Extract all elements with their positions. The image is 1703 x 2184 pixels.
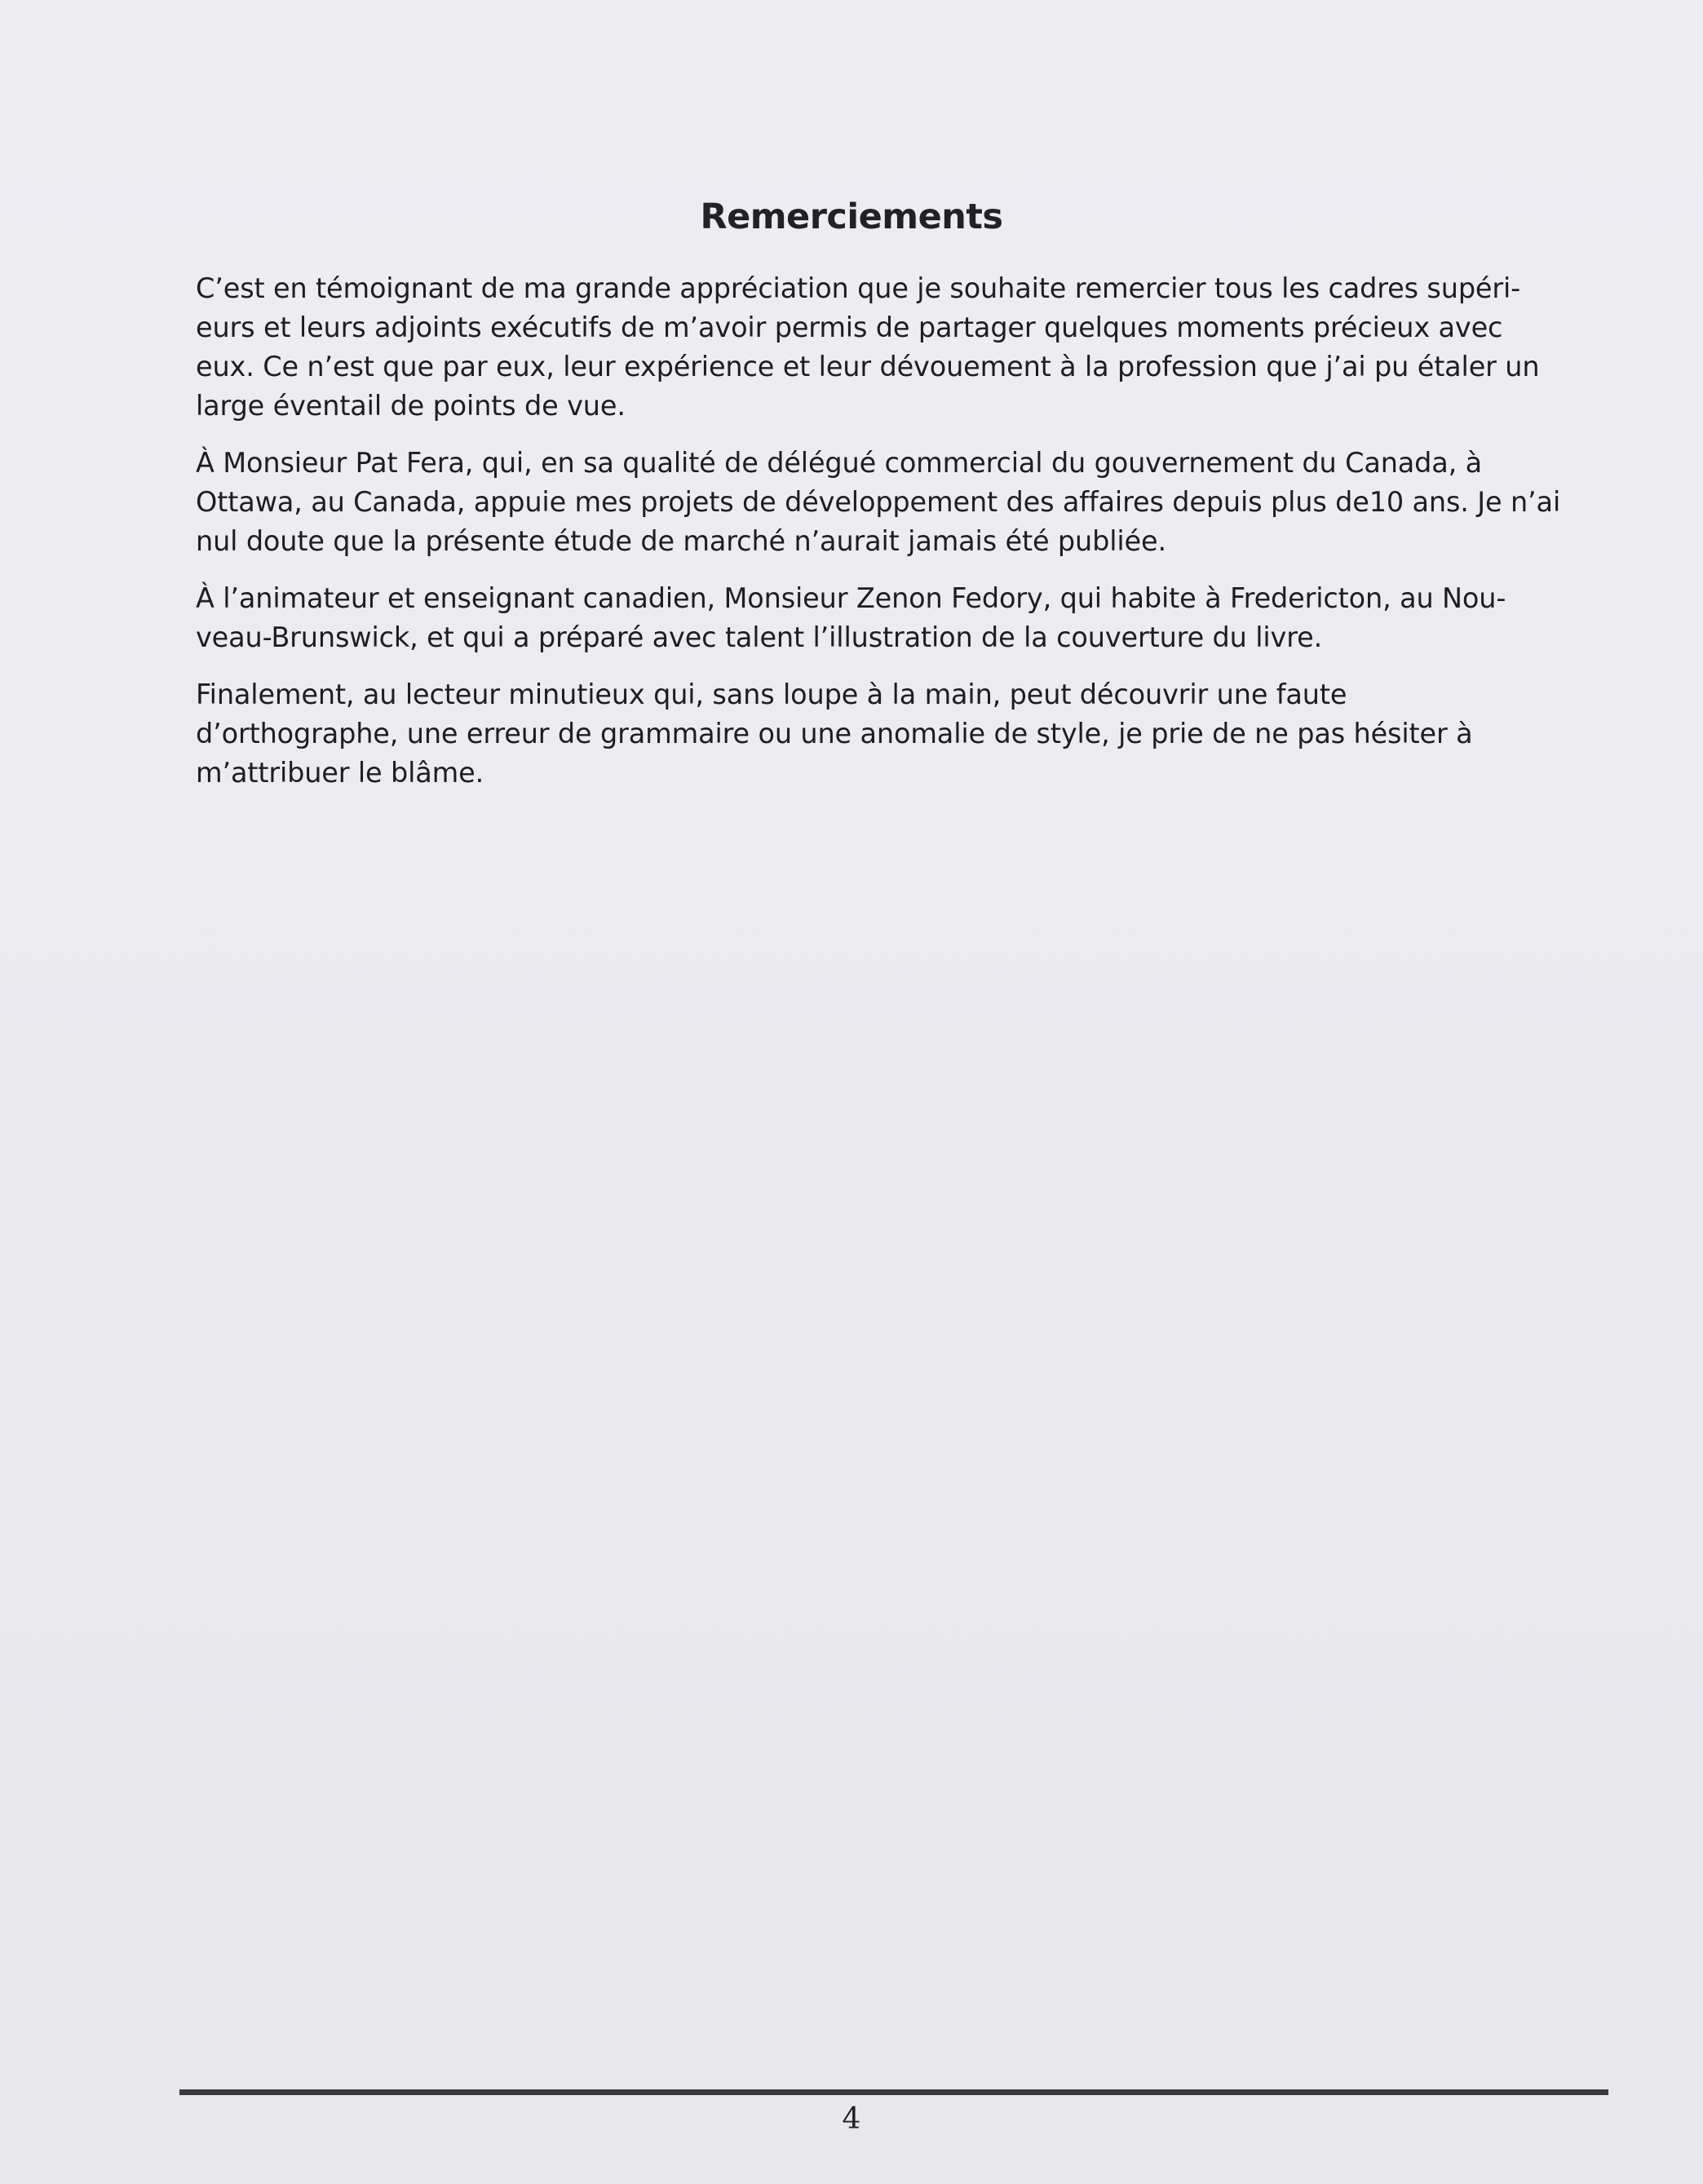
paragraph-zenon-fedory: [196, 579, 1605, 657]
paragraph-appreciation: [196, 269, 1605, 426]
footer-rule: [179, 2089, 1608, 2095]
text-line: Ottawa, au Canada, appuie mes projets de développement des affaires depuis plus de10 ans. Je n’ai: [196, 486, 1561, 518]
text-line: d’orthographe, une erreur de grammaire ou une anomalie de style, je prie de ne pas hésiter à: [196, 718, 1473, 749]
page-number: 4: [842, 2102, 861, 2136]
acknowledgements-body: [196, 269, 1605, 811]
text-line: nul doute que la présente étude de marché n’aurait jamais été publiée.: [196, 525, 1166, 557]
text-line: C’est en témoignant de ma grande appréciation que je souhaite remercier tous les cadres supéri-: [196, 272, 1521, 304]
text-line: À l’animateur et enseignant canadien, Monsieur Zenon Fedory, qui habite à Fredericton, au Nou-: [196, 582, 1506, 614]
text-line: m’attribuer le blâme.: [196, 757, 484, 789]
text-line: Finalement, au lecteur minutieux qui, sans loupe à la main, peut découvrir une faute: [196, 679, 1347, 710]
text-line: veau-Brunswick, et qui a préparé avec talent l’illustration de la couverture du livre.: [196, 621, 1323, 653]
text-line: large éventail de points de vue.: [196, 390, 626, 422]
paragraph-reader: [196, 675, 1605, 793]
paragraph-pat-fera: [196, 444, 1605, 561]
text-line: eurs et leurs adjoints exécutifs de m’avoir permis de partager quelques moments précieux avec: [196, 312, 1503, 343]
text-line: eux. Ce n’est que par eux, leur expérience et leur dévouement à la profession que j’ai pu étaler un: [196, 351, 1540, 382]
page-title: Remerciements: [700, 196, 1003, 237]
text-line: À Monsieur Pat Fera, qui, en sa qualité de délégué commercial du gouvernement du Canada, à: [196, 447, 1483, 479]
